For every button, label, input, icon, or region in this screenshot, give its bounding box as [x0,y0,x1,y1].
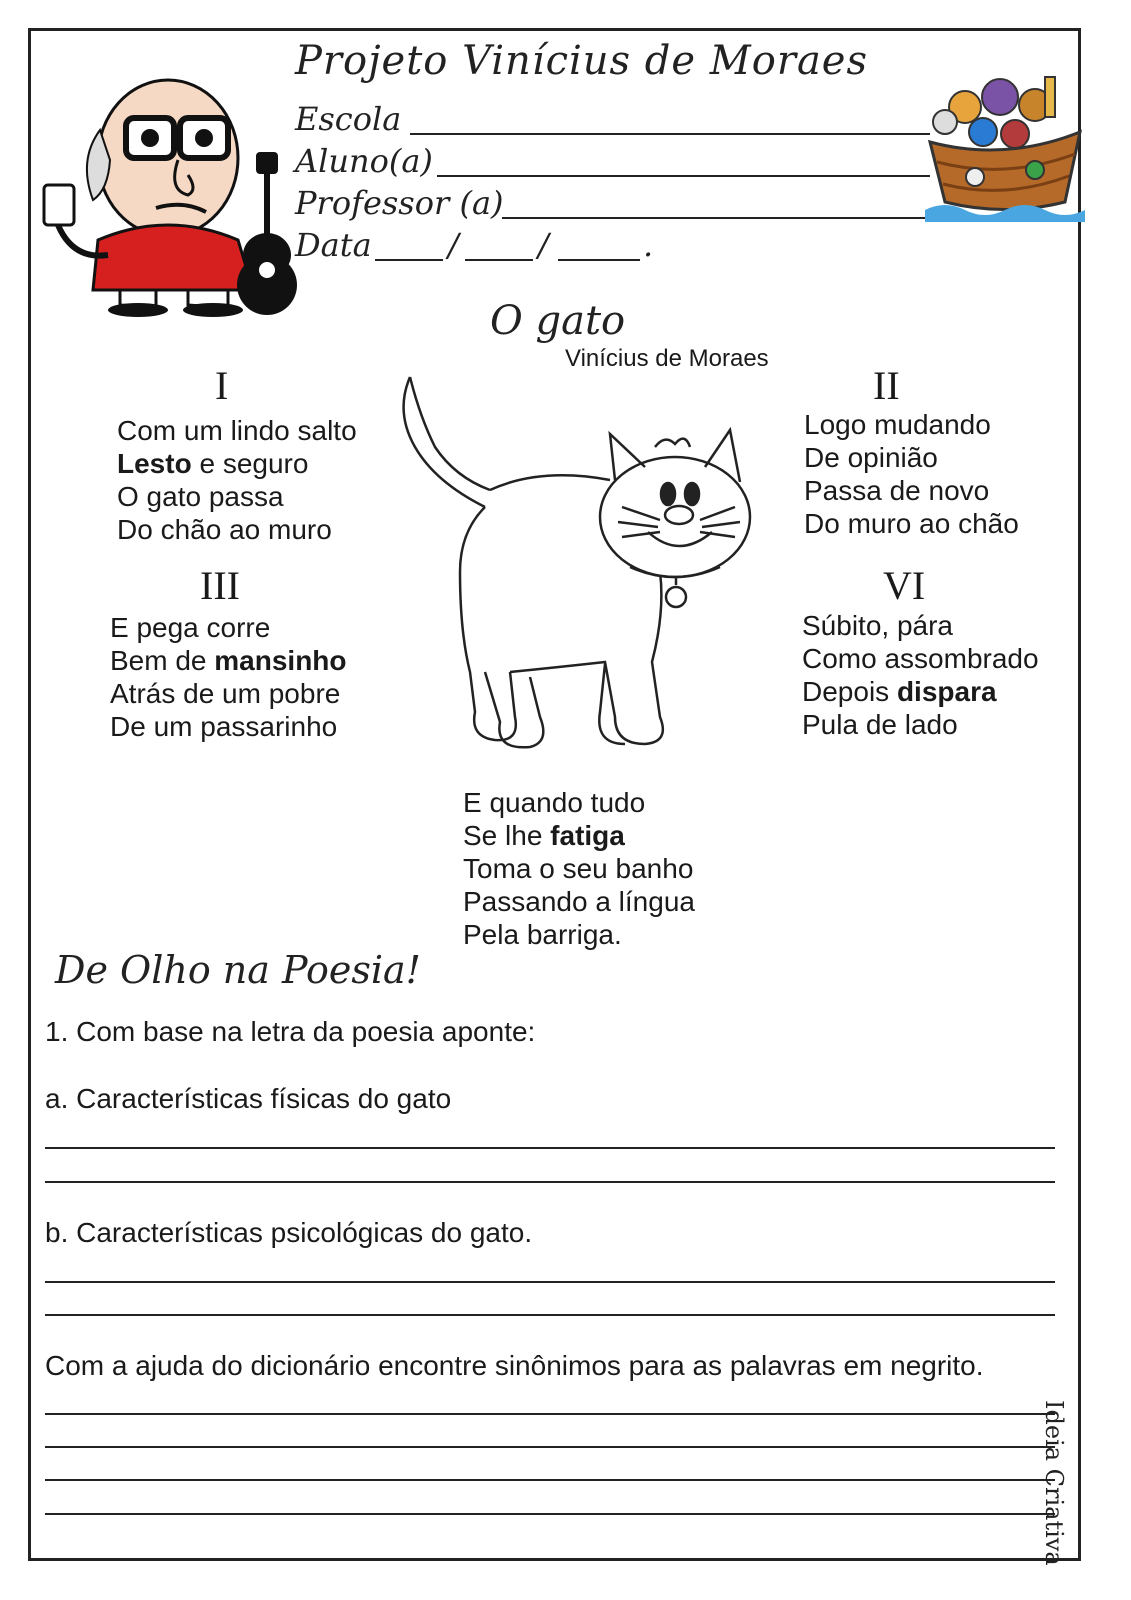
stanza-4 [802,609,1039,741]
date-sep-2: / [538,226,549,264]
stanza-2 [804,408,1019,540]
stanza-number-3: III [200,563,240,608]
section-title: De Olho na Poesia! [55,948,421,992]
stanza-line: Lesto e seguro [117,448,309,479]
school-field[interactable] [410,133,930,135]
stanza-number-1: I [215,363,229,408]
stanza-line: Toma o seu banho [463,853,694,884]
stanza-line: Súbito, pára [802,610,953,641]
date-month-field[interactable] [465,259,533,261]
stanza-line: De opinião [804,442,938,473]
stanza-line: Pula de lado [802,709,958,740]
answer-line[interactable] [45,1479,1055,1481]
answer-line[interactable] [45,1413,1055,1415]
date-label: Data [295,226,372,264]
question-b: b. Características psicológicas do gato. [45,1217,533,1248]
stanza-line: Com um lindo salto [117,415,357,446]
stanza-line: Atrás de um pobre [110,678,341,709]
stanza-3 [110,611,347,743]
stanza-line: Depois dispara [802,676,997,707]
stanza-number-6: VI [883,563,926,608]
stanza-line: Passando a língua [463,886,695,917]
date-end: . [643,226,654,264]
answer-line[interactable] [45,1446,1055,1448]
stanza-1 [117,414,357,546]
stanza-line: Do chão ao muro [117,514,332,545]
stanza-line: Pela barriga. [463,919,622,950]
poem-author: Vinícius de Moraes [565,345,769,372]
teacher-label: Professor (a) [295,184,504,222]
stanza-line: E pega corre [110,612,271,643]
student-label: Aluno(a) [295,142,433,180]
bold-word: dispara [896,676,997,707]
question-a: a. Características físicas do gato [45,1083,452,1114]
noah-ark-icon [925,72,1085,227]
date-day-field[interactable] [375,259,443,261]
poet-caricature-icon [38,40,298,320]
school-label: Escola [295,100,402,138]
bold-word: mansinho [214,645,347,676]
stanza-line: E quando tudo [463,787,646,818]
stanza-line: Do muro ao chão [804,508,1019,539]
stanza-line: De um passarinho [110,711,338,742]
student-field[interactable] [437,175,930,177]
answer-line[interactable] [45,1513,1055,1515]
teacher-field[interactable] [502,217,932,219]
stanza-line: Se lhe fatiga [463,820,625,851]
stanza-5 [463,786,695,951]
question-1: 1. Com base na letra da poesia aponte: [45,1016,536,1047]
question-2: Com a ajuda do dicionário encontre sinônimos para as palavras em negrito. [45,1350,984,1381]
answer-line[interactable] [45,1181,1055,1183]
cat-drawing-icon [390,372,760,757]
poem-title: O gato [490,298,626,344]
stanza-line: O gato passa [117,481,284,512]
project-title: Projeto Vinícius de Moraes [295,38,868,84]
stanza-line: Logo mudando [804,409,991,440]
answer-line[interactable] [45,1147,1055,1149]
credit-text: Ideia Criativa [1040,1400,1068,1566]
stanza-line: Passa de novo [804,475,990,506]
stanza-line: Como assombrado [802,643,1039,674]
bold-word: fatiga [550,820,625,851]
stanza-line: Bem de mansinho [110,645,347,676]
bold-word: Lesto [117,448,192,479]
date-year-field[interactable] [558,259,640,261]
stanza-number-2: II [873,363,900,408]
answer-line[interactable] [45,1281,1055,1283]
answer-line[interactable] [45,1314,1055,1316]
date-sep-1: / [448,226,459,264]
